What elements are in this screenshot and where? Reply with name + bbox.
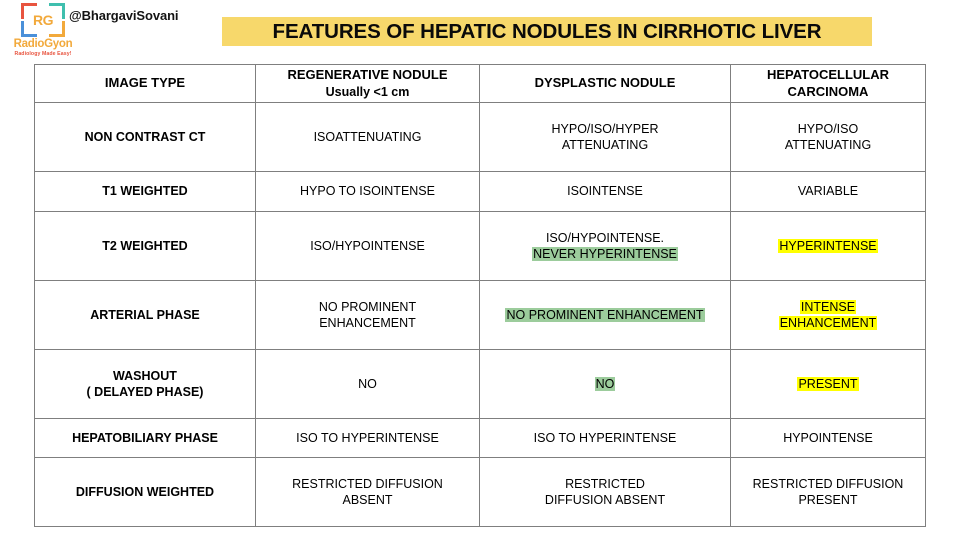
cell-text: ISO/HYPOINTENSE [310,238,425,253]
cell-line [484,183,726,199]
radiogyan-logo [8,3,78,59]
cell-line [484,476,726,492]
cell-line [260,299,475,315]
cell-line [735,137,921,153]
table-header-row [35,65,926,103]
cell-hepatocellular-carcinoma [731,349,926,418]
cell-hepatocellular-carcinoma [731,103,926,172]
cell-text: INTENSE [800,299,856,314]
cell-text: ISO TO HYPERINTENSE [533,430,677,445]
cell-text: ENHANCEMENT [779,315,877,330]
table-header [35,65,926,103]
table-body [35,103,926,527]
cell-line [260,183,475,199]
features-table [34,64,926,527]
cell-dysplastic-nodule [480,418,731,457]
column-header-hepatocellular-carcinoma [731,65,926,103]
cell-line [260,492,475,508]
cell-dysplastic-nodule [480,457,731,526]
column-header-dysplastic-nodule-label: DYSPLASTIC NODULE [534,75,676,91]
row-header-label [35,103,256,172]
cell-line [260,430,475,446]
cell-text: ENHANCEMENT [319,315,416,330]
table-row [35,418,926,457]
cell-text: ABSENT [342,492,393,507]
cell-line [735,299,921,315]
row-header-line: DIFFUSION WEIGHTED [75,484,215,499]
cell-text: VARIABLE [797,184,859,199]
cell-text: RESTRICTED DIFFUSION [292,476,443,491]
cell-regenerative-nodule [256,349,480,418]
cell-text: PRESENT [798,492,858,507]
page-header [0,0,960,64]
cell-text: HYPOINTENSE [783,430,873,445]
cell-line [260,476,475,492]
cell-text: RESTRICTED [565,476,645,491]
cell-hepatocellular-carcinoma [731,280,926,349]
cell-text: NO PROMINENT [318,299,417,314]
cell-regenerative-nodule [256,172,480,211]
cell-line [484,307,726,323]
cell-text: ATTENUATING [784,138,872,153]
column-header-regenerative-nodule [256,65,480,103]
cell-line [484,230,726,246]
cell-regenerative-nodule [256,457,480,526]
cell-hepatocellular-carcinoma [731,172,926,211]
row-header-line: WASHOUT [113,368,177,383]
table-row [35,457,926,526]
cell-text: ATTENUATING [561,138,649,153]
cell-text: HYPO/ISO/HYPER [551,122,659,137]
cell-hepatocellular-carcinoma [731,211,926,280]
cell-line [260,129,475,145]
row-header-line: HEPATOBILIARY PHASE [72,430,218,445]
cell-text: PRESENT [798,376,858,391]
row-header-line: T1 WEIGHTED [102,184,188,199]
features-table-container [34,64,925,527]
cell-regenerative-nodule [256,211,480,280]
author-handle: @BhargaviSovani [69,8,179,23]
cell-line [484,121,726,137]
cell-line [735,238,921,254]
cell-line [735,492,921,508]
logo-monogram: RG [33,12,53,28]
cell-line [735,121,921,137]
row-header-label [35,211,256,280]
cell-dysplastic-nodule [480,103,731,172]
cell-text: NEVER HYPERINTENSE [533,246,677,261]
table-row [35,280,926,349]
cell-line [735,476,921,492]
column-header-regenerative-nodule-sublabel: Usually <1 cm [325,84,410,99]
cell-line [735,376,921,392]
logo-bracket-mark [21,3,65,37]
cell-text: HYPO/ISO [797,122,859,137]
cell-line [735,183,921,199]
cell-text: RESTRICTED DIFFUSION [752,476,904,491]
row-header-label [35,418,256,457]
table-row [35,211,926,280]
cell-dysplastic-nodule [480,280,731,349]
cell-line [484,492,726,508]
cell-hepatocellular-carcinoma [731,457,926,526]
cell-line [484,137,726,153]
row-header-line: NON CONTRAST CT [84,130,206,145]
row-header-label [35,280,256,349]
cell-text: HYPERINTENSE [779,238,877,253]
row-header-line: T2 WEIGHTED [102,238,188,253]
table-row [35,172,926,211]
column-header-image-type-label: IMAGE TYPE [104,75,186,91]
cell-text: NO PROMINENT ENHANCEMENT [506,307,704,322]
cell-dysplastic-nodule [480,349,731,418]
cell-text: ISOATTENUATING [313,130,422,145]
cell-text: HYPO TO ISOINTENSE [300,184,435,199]
row-header-label [35,457,256,526]
table-row [35,349,926,418]
cell-line [260,238,475,254]
column-header-image-type [35,65,256,103]
table-row [35,103,926,172]
cell-text: ISOINTENSE [567,184,643,199]
cell-text: ISO/HYPOINTENSE. [545,230,665,245]
cell-regenerative-nodule [256,103,480,172]
row-header-label [35,349,256,418]
logo-tagline: Radiology Made Easy! [14,51,72,57]
column-header-dysplastic-nodule [480,65,731,103]
cell-line [260,376,475,392]
cell-text: NO [595,376,615,391]
cell-regenerative-nodule [256,418,480,457]
cell-hepatocellular-carcinoma [731,418,926,457]
cell-regenerative-nodule [256,280,480,349]
page-title: FEATURES OF HEPATIC NODULES IN CIRRHOTIC LIVER [222,17,872,46]
column-header-hepatocellular-carcinoma-label: HEPATOCELLULAR CARCINOMA [766,67,890,99]
row-header-line: ARTERIAL PHASE [90,307,200,322]
cell-dysplastic-nodule [480,172,731,211]
row-header-line: ( DELAYED PHASE) [86,384,204,399]
cell-line [735,315,921,331]
cell-line [260,315,475,331]
column-header-regenerative-nodule-label: REGENERATIVE NODULE [287,67,448,83]
row-header-label [35,172,256,211]
cell-text: DIFFUSION ABSENT [544,492,666,507]
cell-line [484,376,726,392]
cell-line [484,246,726,262]
cell-line [735,430,921,446]
cell-dysplastic-nodule [480,211,731,280]
logo-wordmark: RadioGyon [13,38,73,50]
cell-text: ISO TO HYPERINTENSE [296,430,439,445]
cell-line [484,430,726,446]
cell-text: NO [358,376,377,391]
